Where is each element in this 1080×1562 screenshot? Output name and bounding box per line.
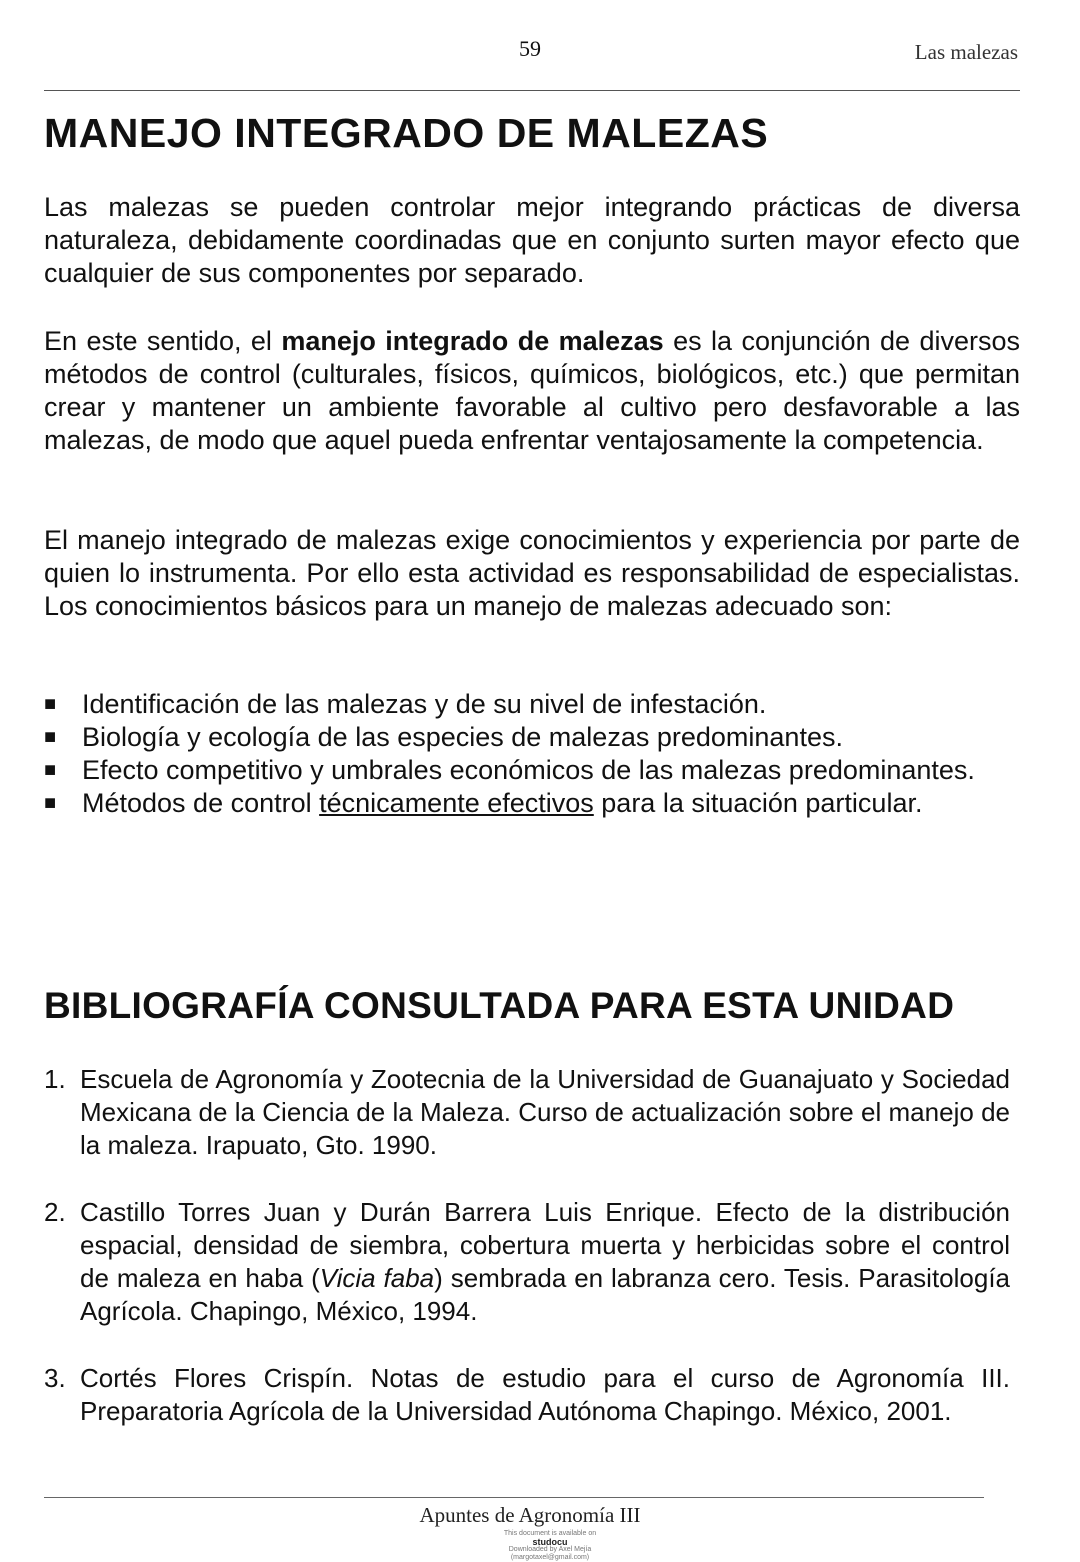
knowledge-list — [44, 688, 1020, 820]
list-item — [44, 754, 1020, 787]
watermark-download-text: Downloaded by Axel Mejía (margotaxel@gmail.com) — [508, 1546, 592, 1561]
page-number: 59 — [519, 36, 541, 61]
bibliography-list — [44, 1063, 1010, 1462]
reference-text: Cortés Flores Crispín. Notas de estudio para el curso de Agronomía III. Preparatoria Agrícola de la Universidad Autónoma Chapingo. México, 2001. — [80, 1363, 1010, 1426]
definition-text-pre: En este sentido, el — [44, 326, 282, 356]
watermark — [470, 1530, 630, 1562]
footer-title: Apuntes de Agronomía III — [419, 1503, 641, 1527]
list-item — [44, 688, 1020, 721]
list-item-text: Biología y ecología de las especies de malezas predominantes. — [82, 722, 843, 752]
bibliography-title: BIBLIOGRAFÍA CONSULTADA PARA ESTA UNIDAD — [44, 985, 955, 1026]
bullet-icon: ■ — [44, 792, 57, 814]
reference-item — [44, 1362, 1010, 1428]
paragraph-intro: Las malezas se pueden controlar mejor integrando prácticas de diversa naturaleza, debidamente coordinadas que en conjunto surten mayor efecto que cualquier de sus componentes por separado. — [44, 192, 1020, 288]
reference-text: Escuela de Agronomía y Zootecnia de la Universidad de Guanajuato y Sociedad Mexicana de la Ciencia de la Maleza. Curso de actualización sobre el manejo de la maleza. Irapuato, Gto. 1990. — [80, 1064, 1010, 1160]
list-item-text-post: para la situación particular. — [593, 788, 923, 818]
definition-term: manejo integrado de malezas — [281, 326, 664, 356]
underlined-phrase: técnicamente efectivos — [319, 788, 594, 818]
header-divider — [44, 90, 1020, 91]
list-item — [44, 721, 1020, 754]
reference-number: 1. — [44, 1064, 66, 1094]
section-title: MANEJO INTEGRADO DE MALEZAS — [44, 110, 769, 156]
bullet-icon: ■ — [44, 759, 57, 781]
bullet-icon: ■ — [44, 693, 57, 715]
watermark-brand: studocu — [532, 1537, 568, 1547]
reference-number: 3. — [44, 1363, 66, 1393]
reference-item — [44, 1196, 1010, 1328]
reference-item — [44, 1063, 1010, 1162]
bullet-icon: ■ — [44, 726, 57, 748]
list-item-text: Efecto competitivo y umbrales económicos de las malezas predominantes. — [82, 755, 975, 785]
list-item — [44, 787, 1020, 820]
watermark-text: This document is available on — [503, 1530, 597, 1537]
running-header-title: Las malezas — [914, 40, 1018, 64]
reference-text-pre: Castillo Torres Juan y Durán Barrera Luis Enrique. Efecto de la distribución espacial, densidad de siembra, cobertura muerta y herbicidas sobre el control de maleza en haba ( — [80, 1197, 1010, 1293]
definition-text-post: es la conjunción de diversos métodos de control (culturales, físicos, químicos, biológicos, etc.) que permitan crear y mantener un ambiente favorable al cultivo pero desfavorable a las malezas, de modo que aquel pueda enfrentar ventajosamente la competencia. — [44, 326, 1020, 455]
reference-text-post: ) sembrada en labranza cero. Tesis. Parasitología Agrícola. Chapingo, México, 1994. — [80, 1263, 1011, 1326]
list-item-text-pre: Métodos de control — [82, 788, 320, 818]
footer-divider — [44, 1497, 984, 1498]
paragraph-requirements: El manejo integrado de malezas exige conocimientos y experiencia por parte de quien lo instrumenta. Por ello esta actividad es responsabilidad de especialistas. Los conocimientos básicos para un manejo de malezas adecuado son: — [44, 525, 1020, 621]
paragraph-definition — [44, 325, 1020, 457]
species-name: Vicia faba — [319, 1263, 435, 1293]
reference-number: 2. — [44, 1197, 66, 1227]
list-item-text: Identificación de las malezas y de su nivel de infestación. — [82, 689, 767, 719]
